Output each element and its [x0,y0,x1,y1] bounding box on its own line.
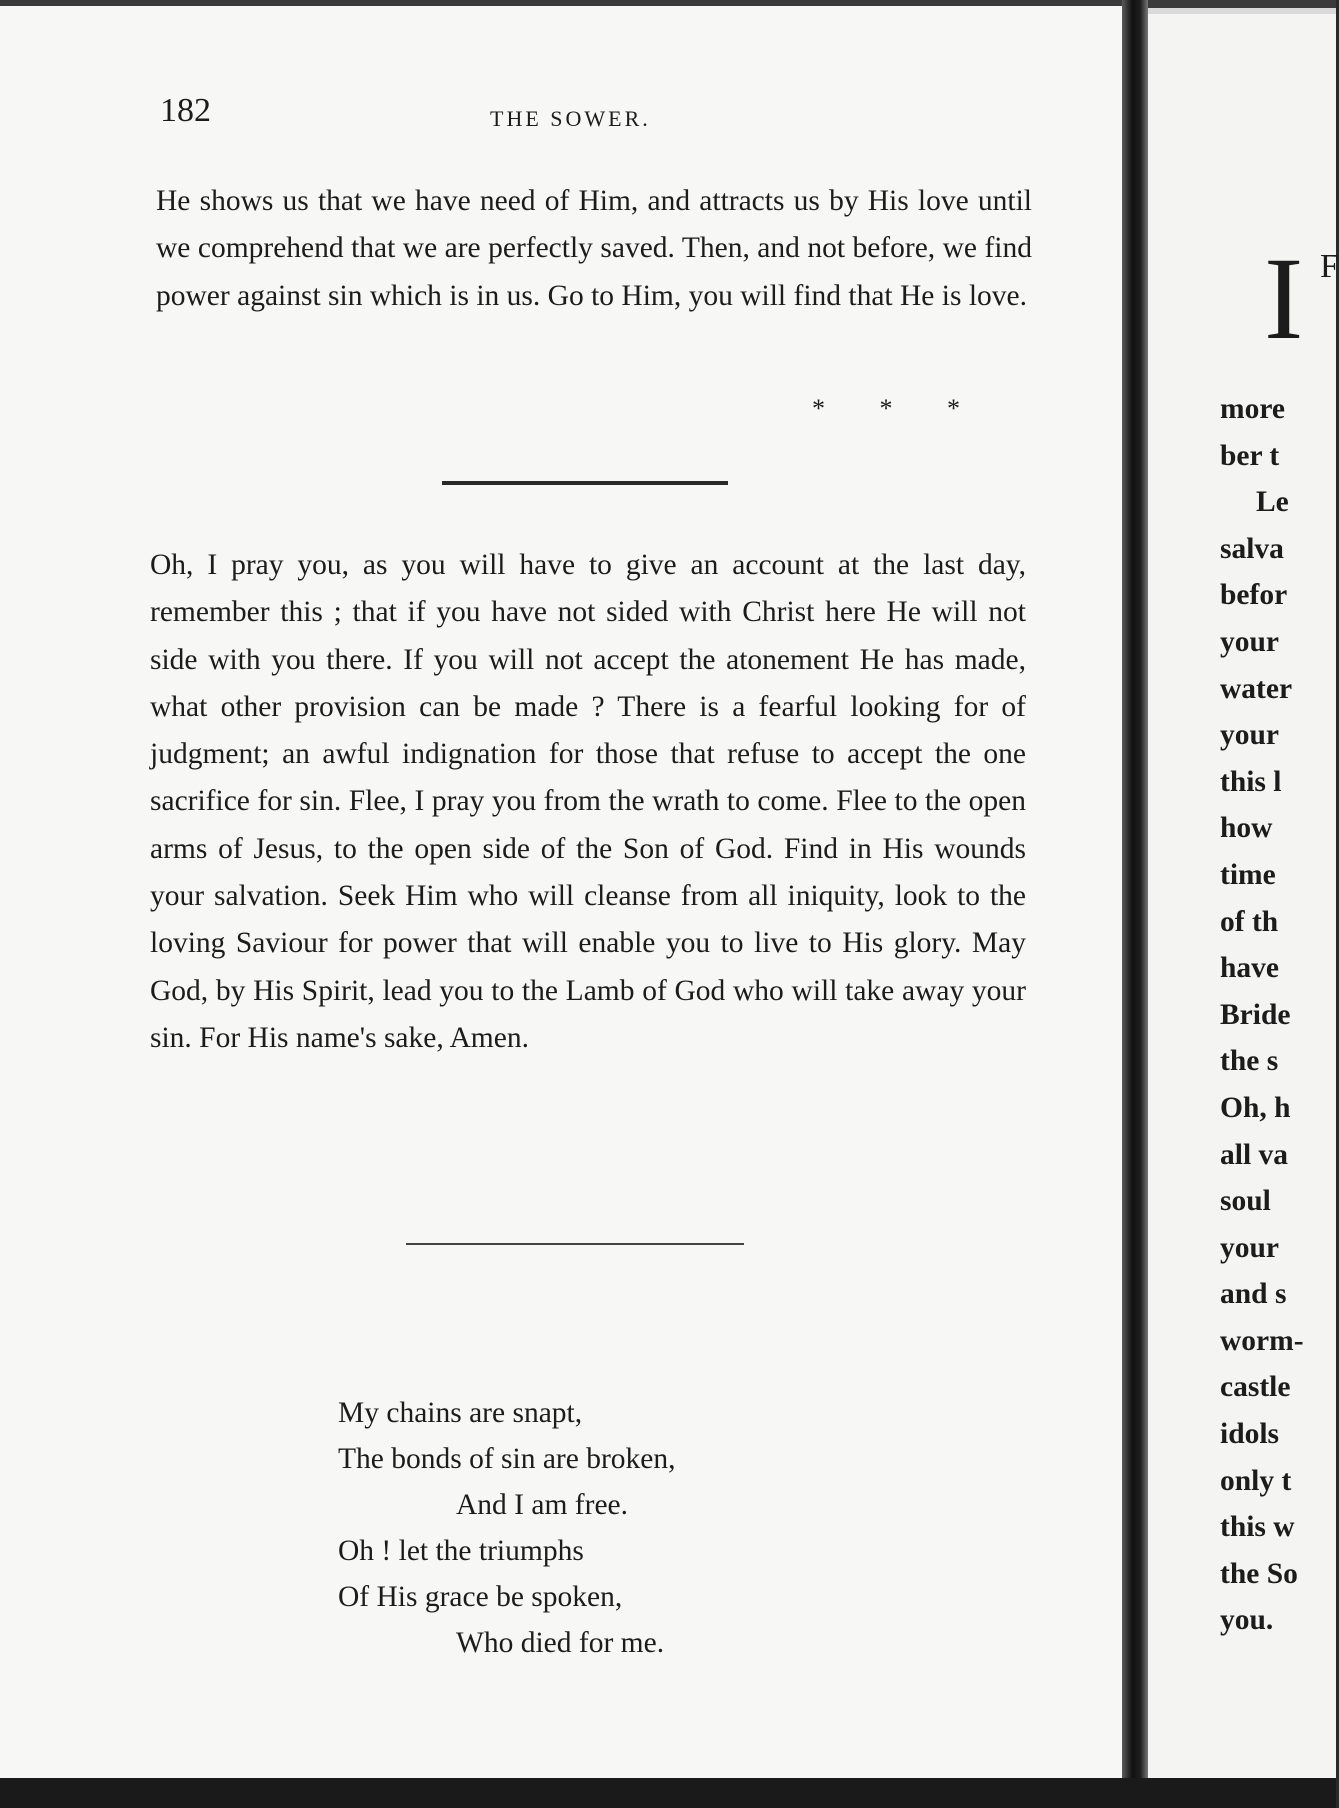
text-line: Oh, h [1220,1091,1291,1124]
poem-line: Of His grace be spoken, [338,1581,623,1613]
paragraph-2: Oh, I pray you, as you will have to give an account at the last day, remember this ; that if you have not sided with Christ here He will not side with you there. If you will not accept the atonement He has made, what other provision can be made ? There is a fearful looking for of judgment; an awful indignation for those that refuse to accept the one sacrifice for sin. Flee, I pray you from the wrath to come. Flee to the open arms of Jesus, to the open side of the Son of God. Find in His wounds your salvation. Seek Him who will cleanse from all iniquity, look to the loving Saviour for power that will enable you to live to His glory. May God, by His Spirit, lead you to the Lamb of God who will take away your sin. For His name's sake, Amen. [150,549,1026,1054]
text-line: idols [1220,1418,1280,1451]
right-page-fragment [1148,14,1339,1780]
text-line: worm- [1220,1324,1304,1357]
text-line: time [1220,858,1276,891]
drop-cap: I [1264,233,1304,364]
text-line: more [1220,393,1285,425]
text-line: ber t [1220,439,1280,472]
section-rule [442,481,728,485]
text-line: your [1220,719,1279,752]
asterism: * * * [812,394,984,423]
poem-line: My chains are snapt, [338,1397,583,1429]
text-line: how [1220,812,1273,845]
text-line: Bride [1220,998,1291,1031]
poem-line: Who died for me. [456,1627,665,1659]
paragraph-1: He shows us that we have need of Him, and attracts us by His love until we comprehend that we are perfectly saved. Then, and not before, we find power against sin which is in us. Go to Him, you will find that He is love. [156,185,1032,312]
text-line: your [1220,1231,1279,1264]
left-page [0,6,1122,1778]
page-number: 182 [160,92,211,129]
text-line: the s [1220,1045,1279,1078]
book-gutter [1122,0,1148,1808]
text-line: Le [1256,486,1289,519]
poem-line: Oh ! let the triumphs [338,1535,584,1567]
text-line: castle [1220,1371,1291,1404]
text-line: this w [1220,1511,1295,1544]
text-line: salva [1220,532,1284,565]
text-line: your [1220,625,1279,658]
text-line: the So [1220,1557,1298,1590]
text-line: have [1220,952,1279,985]
text-line: only t [1220,1464,1292,1497]
poem-line: And I am free. [456,1489,629,1521]
text-line: all va [1220,1138,1289,1171]
text-line: this l [1220,765,1282,798]
section-rule-thin [406,1243,744,1245]
running-head: THE SOWER. [490,106,651,131]
text-line: water [1220,672,1293,705]
right-page-text [1220,386,1304,1644]
poem [338,1390,676,1666]
scan-bottom-edge [0,1778,1336,1808]
text-line: befor [1220,579,1288,612]
text-line: soul [1220,1185,1271,1218]
drop-cap-tail: F [1320,248,1339,285]
text-line: and s [1220,1278,1287,1311]
text-line: of th [1220,905,1279,938]
text-line: you. [1220,1604,1274,1637]
poem-line: The bonds of sin are broken, [338,1443,676,1475]
